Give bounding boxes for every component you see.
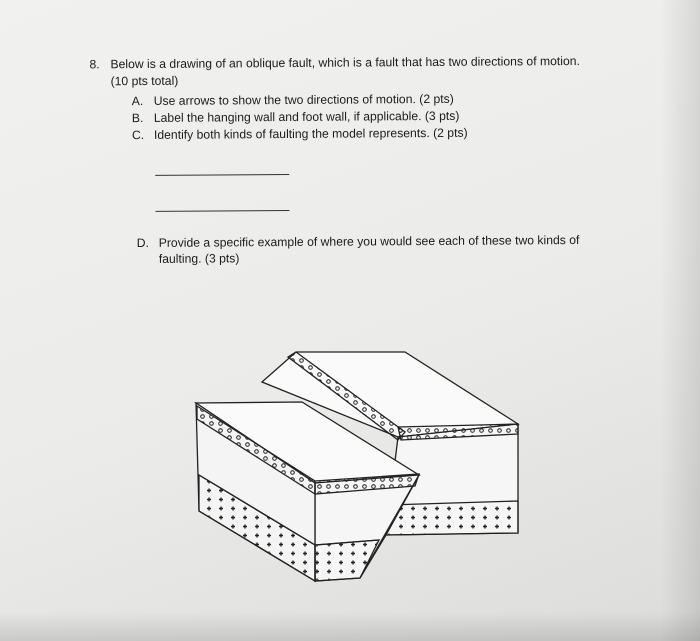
- question-number: 8.: [89, 57, 100, 72]
- item-c-label: C.: [131, 127, 145, 143]
- item-c-text: Identify both kinds of faulting the model represents. (2 pts): [153, 125, 468, 142]
- question-points: (10 pts total): [110, 73, 179, 89]
- item-a-label: A.: [131, 94, 144, 109]
- item-d-text-continued: faulting. (3 pts): [158, 251, 240, 266]
- item-a-text: Use arrows to show the two directions of motion. (2 pts): [153, 91, 454, 108]
- page-edge-shadow: [660, 0, 700, 641]
- item-b-label: B.: [131, 111, 144, 126]
- question-prompt: Below is a drawing of an oblique fault, which is a fault that has two directions of motion.: [110, 53, 580, 72]
- item-d-text: Provide a specific example of where you would see each of these two kinds of: [158, 232, 580, 250]
- item-b-text: Label the hanging wall and foot wall, if applicable. (3 pts): [153, 108, 460, 125]
- page-bottom-shadow: [0, 611, 700, 641]
- item-d-label: D.: [136, 235, 149, 251]
